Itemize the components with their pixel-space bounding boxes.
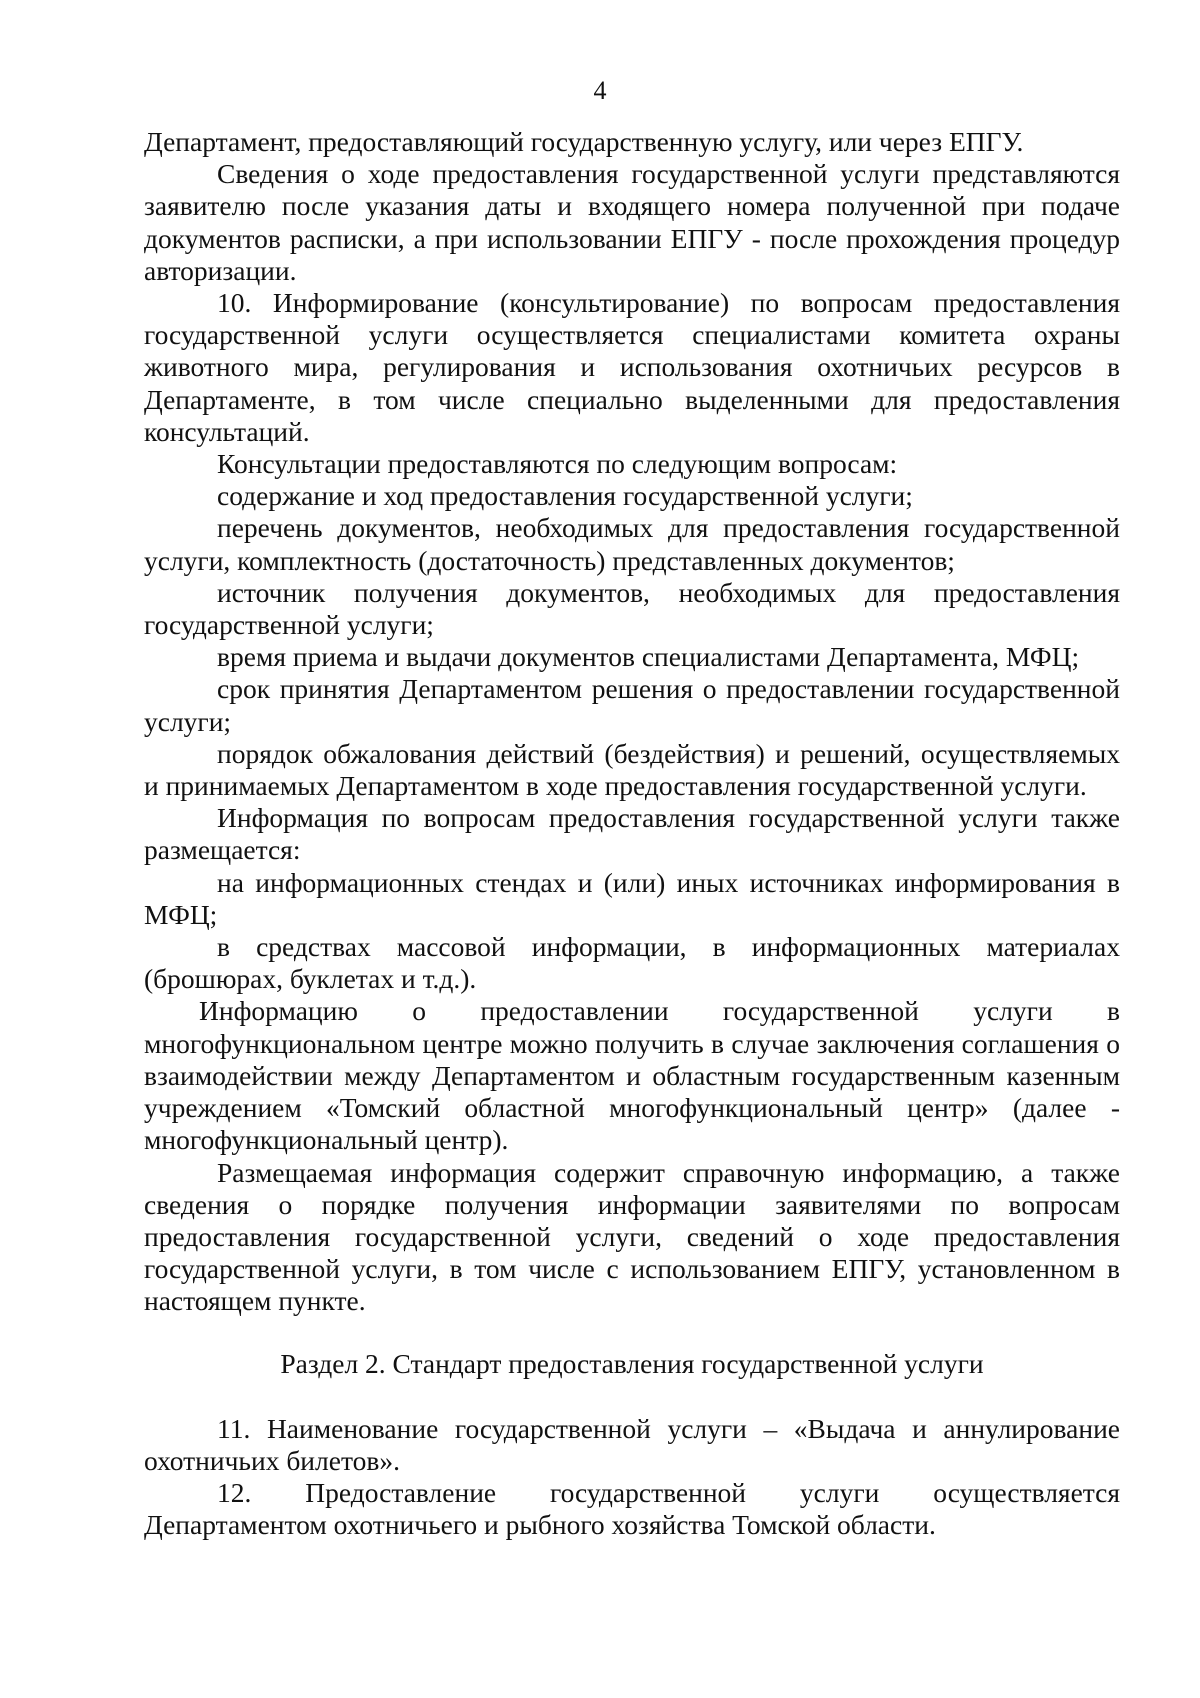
paragraph-progress-info: Сведения о ходе предоставления государственной услуги представляются заявителю после указания даты и входящего номера полученной при подаче документов расписки, а при использовании ЕПГУ - после прохождения процедур авторизации. — [144, 158, 1120, 286]
paragraph-item-10: 10. Информирование (консультирование) по вопросам предоставления государственной услуги осуществляется специалистами комитета охраны животного мира, регулирования и использования охотничьих ресурсов в Департаменте, в том числе специально выделенными для предоставления консультаций. — [144, 287, 1120, 447]
paragraph-item-11: 11. Наименование государственной услуги – «Выдача и аннулирование охотничьих билетов». — [144, 1412, 1120, 1476]
list-item-time: время приема и выдачи документов специалистами Департамента, МФЦ; — [217, 641, 1080, 673]
paragraph-consultations-intro: Консультации предоставляются по следующим вопросам: — [217, 448, 898, 480]
paragraph-continuation: Департамент, предоставляющий государственную услугу, или через ЕПГУ. — [144, 126, 1024, 157]
paragraph-item-12: 12. Предоставление государственной услуги осуществляется Департаментом охотничьего и рыбного хозяйства Томской области. — [144, 1477, 1120, 1541]
list-item-source: источник получения документов, необходимых для предоставления государственной услуги; — [144, 576, 1120, 641]
list-item-deadline: срок принятия Департаментом решения о предоставлении государственной услуги; — [144, 673, 1120, 737]
page-number: 4 — [593, 76, 607, 105]
list-item-appeal: порядок обжалования действий (бездействия) и решений, осуществляемых и принимаемых Департаментом в ходе предоставления государственной услуги. — [144, 737, 1120, 802]
list-item-stands: на информационных стендах и (или) иных источниках информирования в МФЦ; — [144, 866, 1120, 930]
document-body — [144, 126, 1120, 1542]
section-heading: Раздел 2. Стандарт предоставления государственной услуги — [280, 1347, 984, 1379]
paragraph-placed-information: Размещаемая информация содержит справочную информацию, а также сведения о порядке получения информации заявителями по вопросам предоставления государственной услуги, сведений о ходе предоставления государственной услуги, в том числе с использованием ЕПГУ, установленном в настоящем пункте. — [144, 1156, 1120, 1317]
list-item-documents: перечень документов, необходимых для предоставления государственной услуги, комплектность (достаточность) представленных документов; — [144, 512, 1120, 576]
paragraph-information-placement: Информация по вопросам предоставления государственной услуги также размещается: — [144, 802, 1120, 866]
list-item-media: в средствах массовой информации, в информационных материалах (брошюрах, буклетах и т.д.). — [144, 931, 1120, 995]
paragraph-mfc: Информацию о предоставлении государственной услуги в многофункциональном центре можно получить в случае заключения соглашения о взаимодействии между Департаментом и областным государственным казенным учреждением «Томский областной многофункциональный центр» (далее - многофункциональный центр). — [144, 995, 1120, 1156]
list-item-content: содержание и ход предоставления государственной услуги; — [217, 480, 913, 512]
